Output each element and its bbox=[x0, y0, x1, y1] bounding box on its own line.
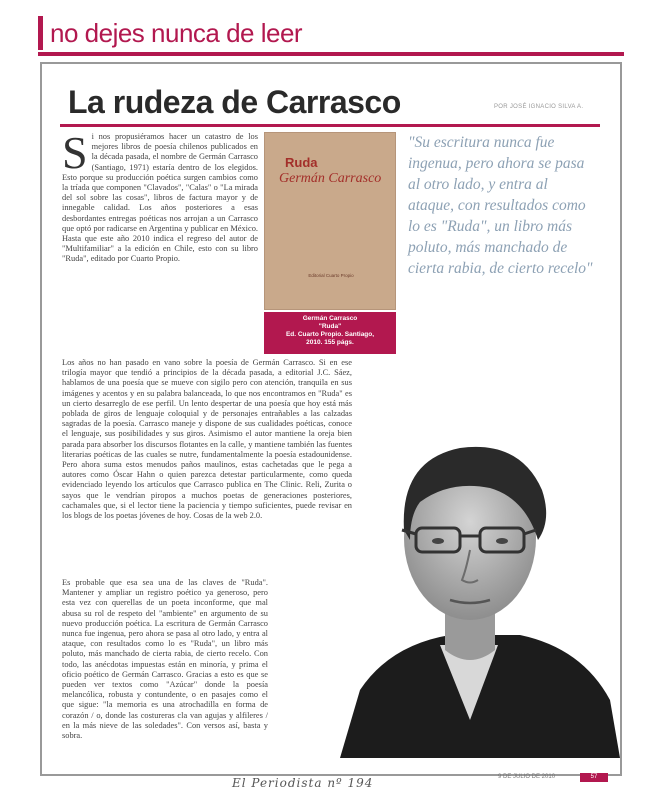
book-cover-author: Germán Carrasco bbox=[279, 171, 382, 186]
section-header bbox=[38, 14, 624, 54]
article-byline: POR JOSÉ IGNACIO SILVA A. bbox=[494, 104, 584, 110]
book-cover-publisher: Editorial Cuarto Propio bbox=[308, 273, 354, 278]
section-rule bbox=[38, 52, 624, 56]
book-cover-title: Ruda bbox=[285, 155, 318, 170]
caption-year-pages: 2010. 155 págs. bbox=[306, 339, 354, 346]
caption-publisher: Ed. Cuarto Propio. Santiago, bbox=[285, 331, 375, 338]
section-title: no dejes nunca de leer bbox=[50, 18, 303, 48]
article-body-column-1 bbox=[62, 127, 258, 265]
article-headline: La rudeza de Carrasco bbox=[68, 84, 401, 120]
section-bar bbox=[38, 16, 43, 50]
caption-author: Germán Carrasco bbox=[302, 315, 358, 322]
book-caption bbox=[264, 312, 396, 354]
page-number: 57 bbox=[580, 773, 608, 782]
caption-title: "Ruda" bbox=[318, 323, 342, 330]
headline-rule bbox=[60, 124, 600, 127]
page-date: 9 DE JULIO DE 2010 bbox=[498, 774, 556, 780]
article-paragraph-2: Los años no han pasado en vano sobre la poesía de Germán Carrasco. Si en ese trilogía mayor que tendió a principios de la década pasada, a editorial J.C. Sáez, hablamos de una poesía que se mueve con sigilo pero con atención, tranquila en sus imágenes y acentos y en su palabra balanceada, lo que nos encontramos en "Ruda" es un cierto desarreglo de ese perfil. Un lento despertar de una poesía que hoy está más poblada de giros de lenguaje coloquial y de personajes entrañables a las calzadas sagradas de la poesía. Carrasco maneje y dispone de sus cualidades poéticas, conoce el lenguaje, sus posibilidades y sus giros. Asimismo el autor mantiene la oreja bien parada para absorber los discursos flotantes en la calle, y mantiene también las fuentes literarias poéticas de las cuales se nutre, fundamentalmente la poesía estadounidense. Pero ahora suma estos menudos paños maulinos, estas cachetadas que le pega a autores como Óscar Hahn o quien parezca detestar particularmente, como queda evidenciado leyendo los artículos que Carrasco publica en The Clinic. Reli, Zurita o sayos que le vendrían piropos a muchos poetas de generaciones posteriores, cachamales que, si el lector tiene la paciencia y tiempo suficientes, puede revisar en los blogs de los poetas jóvenes de hoy. Cosas de la web 2.0. bbox=[62, 358, 352, 521]
article-body-column-3 bbox=[62, 578, 268, 741]
book-cover-image bbox=[264, 132, 396, 310]
article-paragraph-1: i nos propusiéramos hacer un catastro de los mejores libros de poesía chilenos publicados en la década pasada, el nombre de Germán Carrasco (Santiago, 1971) estaría dentro de los elegidos. Esto porque su producción poética surgen cambios como la tríada que componen "Clavados", "Calas" o "La mirada del sol sobre las cosas", libros de factura mayor y de innegable calidad. Los años posteriores a esas desbordantes entregas poéticas nos arrojan a un Carrasco que optó por radicarse en Argentina y publicar en México. Hasta que este año 2010 indica el regreso del autor de "Multifamiliar" a la edición en Chile, esto con su libro "Ruda", editado por Cuarto Propio. bbox=[62, 132, 258, 264]
drop-cap: S bbox=[62, 127, 88, 178]
author-photo bbox=[320, 420, 620, 758]
article-body-column-2 bbox=[62, 358, 352, 521]
handwritten-note: El Periodista nº 194 bbox=[232, 776, 374, 790]
pull-quote: "Su escritura nunca fue ingenua, pero ahora se pasa al otro lado, y entra al ataque, con resultados como lo es "Ruda", un libro más poluto, más manchado de cierta rabia, de cierto recelo" bbox=[408, 134, 593, 277]
article-paragraph-3: Es probable que esa sea una de las claves de "Ruda". Mantener y ampliar un registro poético ya generoso, pero esta vez con querellas de un poeta inconforme, que mal abusa su rol de respeto del "ambiente" en argumento de su nuevo producción poética. La escritura de Germán Carrasco nunca fue ingenua, pero ahora se pasa al otro lado, y entra al ataque, con resultados como lo es "Ruda", un libro más poluto, más manchado de cierta rabia, de cierto recelo. Con todo, las anécdotas impuestas están en minoría, y prima el oficio poético de Germán Carrasco. Gracias a esto es que se pueden ver textos como "Azúcar" donde la poesía melancólica, robusta y contundente, o en pasajes como el que sigue: "la memoria es una atrochadilla en forma de corazón / o, donde las costureras cla van agujas y alfileres / en la más nieve de las soledades". Con versos así, basta y sobra. bbox=[62, 578, 268, 741]
